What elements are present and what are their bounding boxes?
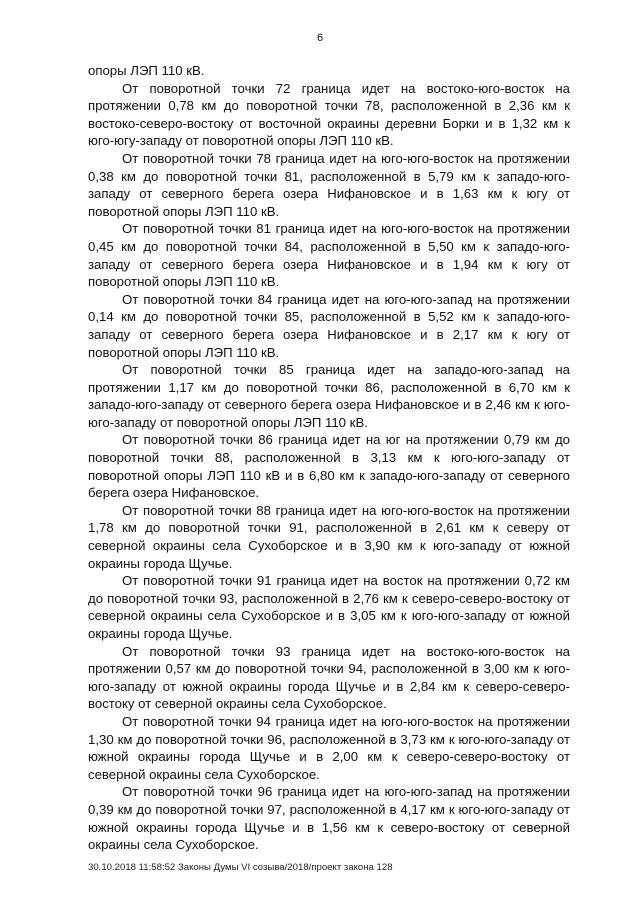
paragraph: От поворотной точки 88 граница идет на юго-юго-восток на протяжении 1,78 км до поворотной точки 91, расположенной в 2,61 км к северу от северной окраины села Сухоборское и в 3,90 км к юго-западу от южной окраины города Щучье. — [88, 502, 570, 571]
paragraph: От поворотной точки 93 граница идет на востоко-юго-восток на протяжении 0,57 км до поворотной точки 94, расположенной в 3,00 км к юго-юго-западу от южной окраины города Щучье и в 2,84 км к северо-северо-востоку от северной окраины села Сухоборское. — [88, 643, 570, 712]
paragraph: От поворотной точки 81 граница идет на юго-юго-восток на протяжении 0,45 км до поворотной точки 84, расположенной в 5,50 км к западо-юго-западу от северного берега озера Нифановское и в 1,94 км к югу от поворотной опоры ЛЭП 110 кВ. — [88, 221, 570, 290]
paragraph: От поворотной точки 78 граница идет на юго-юго-восток на протяжении 0,38 км до поворотной точки 81, расположенной в 5,79 км к западо-юго-западу от северного берега озера Нифановское и в 1,63 км к югу от поворотной опоры ЛЭП 110 кВ. — [88, 150, 570, 219]
paragraph: От поворотной точки 86 граница идет на юг на протяжении 0,79 км до поворотной точки 88, расположенной в 3,13 км к юго-юго-западу от поворотной опоры ЛЭП 110 кВ и в 6,80 км к западо-юго-западу от северного берега озера Нифановское. — [88, 432, 570, 501]
page-number: 6 — [316, 32, 324, 44]
paragraph: От поворотной точки 84 граница идет на юго-юго-запад на протяжении 0,14 км до поворотной точки 85, расположенной в 5,52 км к западо-юго-западу от северного берега озера Нифановское и в 2,17 км к югу от поворотной опоры ЛЭП 110 кВ. — [88, 291, 570, 360]
paragraph: От поворотной точки 94 граница идет на юго-юго-восток на протяжении 1,30 км до поворотной точки 96, расположенной в 3,73 км к юго-юго-западу от южной окраины города Щучье и в 2,00 км к северо-северо-востоку от северной окраины села Сухоборское. — [88, 713, 570, 782]
paragraph: От поворотной точки 85 граница идет на западо-юго-запад на протяжении 1,17 км до поворотной точки 86, расположенной в 6,70 км к западо-юго-западу от северного берега озера Нифановское и в 2,46 км к юго-юго-западу от поворотной опоры ЛЭП 110 кВ. — [88, 362, 570, 430]
document-footer: 30.10.2018 11:58:52 Законы Думы VI созыва/2018/проект закона 128 — [88, 862, 393, 873]
paragraph: От поворотной точки 72 граница идет на востоко-юго-восток на протяжении 0,78 км до поворотной точки 78, расположенной в 2,36 км к востоко-северо-востоку от восточной окраины деревни Борки и в 1,32 км к юго-югу-западу от поворотной опоры ЛЭП 110 кВ. — [88, 80, 570, 149]
paragraph: От поворотной точки 91 граница идет на восток на протяжении 0,72 км до поворотной точки 93, расположенной в 2,76 км к северо-северо-востоку от северной окраины села Сухоборское и в 3,05 км к юго-юго-западу от южной окраины города Щучье. — [88, 573, 570, 641]
document-body — [88, 62, 570, 854]
paragraph: От поворотной точки 96 граница идет на юго-юго-запад на протяжении 0,39 км до поворотной точки 97, расположенной в 4,17 км к юго-юго-западу от южной окраины города Щучье и в 1,56 км к северо-востоку от северной окраины села Сухоборское. — [88, 784, 570, 853]
continuation-line: опоры ЛЭП 110 кВ. — [88, 63, 205, 78]
